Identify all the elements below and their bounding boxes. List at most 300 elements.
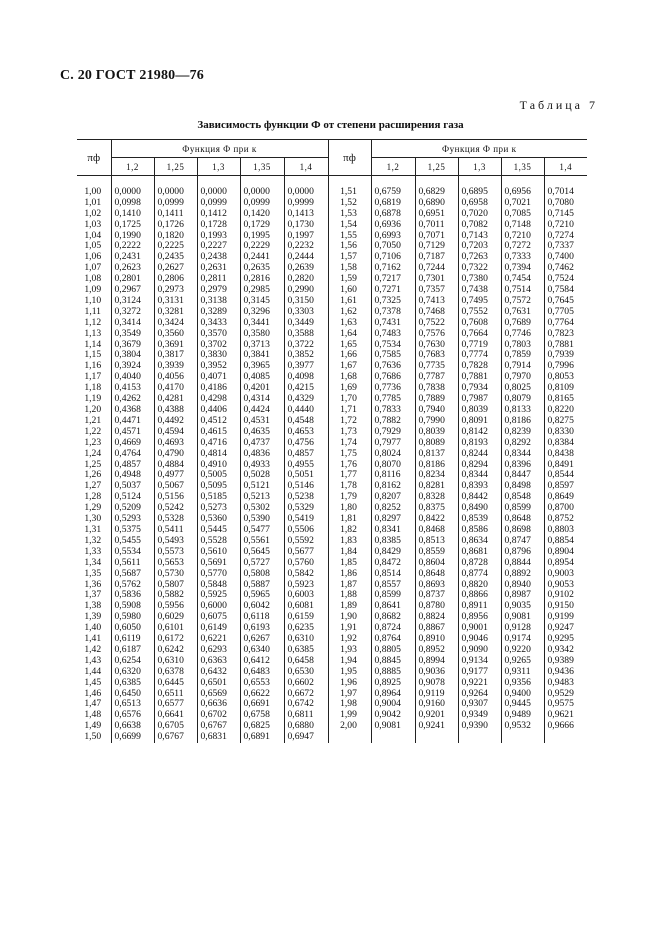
phi-cell: 0,1725	[111, 220, 154, 231]
phi-cell: 0,9004	[371, 699, 415, 710]
phi-cell: 0,5980	[111, 612, 154, 623]
phi-cell: 0,7014	[544, 187, 587, 198]
pi-cell: 1,68	[328, 372, 371, 383]
phi-cell: 0,8186	[501, 416, 544, 427]
phi-cell: 0,5375	[111, 525, 154, 536]
phi-cell: 0,5691	[197, 558, 240, 569]
phi-cell: 0,8682	[371, 612, 415, 623]
phi-cell: 0,9081	[371, 721, 415, 732]
phi-cell: 0,0000	[111, 187, 154, 198]
pi-cell: 1,20	[84, 404, 102, 416]
phi-cell: 0,6829	[415, 187, 458, 198]
phi-cell: 0,7746	[501, 329, 544, 340]
phi-cell: 0,6880	[284, 721, 328, 732]
phi-cell: 0,1420	[240, 209, 284, 220]
table-row	[77, 220, 587, 231]
phi-cell: 0,6569	[197, 689, 240, 700]
pi-cell: 1,86	[328, 569, 371, 580]
pi-cell: 1,62	[328, 307, 371, 318]
phi-cell: 0,5836	[111, 590, 154, 601]
pi-cell: 1,30	[84, 513, 102, 525]
pi-cell: 1,59	[328, 274, 371, 285]
phi-cell: 0,4440	[284, 405, 328, 416]
pi-cell: 1,73	[328, 427, 371, 438]
phi-cell: 0,6340	[240, 645, 284, 656]
phi-cell: 0,5028	[240, 470, 284, 481]
pi-cell: 1,55	[328, 231, 371, 242]
phi-cell: 0,7106	[371, 252, 415, 263]
pi-cell: 1,52	[328, 198, 371, 209]
phi-cell: 0,6638	[111, 721, 154, 732]
phi-cell: 0,3433	[197, 318, 240, 329]
pi-cell: 1,74	[328, 438, 371, 449]
phi-cell: 0,6149	[197, 623, 240, 634]
phi-cell: 0,4314	[240, 394, 284, 405]
phi-cell: 0,6947	[284, 732, 328, 743]
phi-cell: 0,3852	[284, 350, 328, 361]
pi-cell: 1,40	[84, 622, 102, 634]
phi-cell: 0,8820	[458, 580, 501, 591]
phi-cell: 0,7210	[501, 231, 544, 242]
phi-cell: 0,6890	[415, 198, 458, 209]
k-header: 1,25	[415, 158, 458, 176]
phi-cell: 0,2623	[111, 263, 154, 274]
phi-cell: 0,4910	[197, 460, 240, 471]
pi-cell: 1,72	[328, 416, 371, 427]
phi-cell: 0,7987	[458, 394, 501, 405]
phi-cell: 0,4262	[111, 394, 154, 405]
phi-cell: 0,8867	[415, 623, 458, 634]
phi-cell: 0,3924	[111, 361, 154, 372]
phi-cell: 0,5842	[284, 569, 328, 580]
phi-cell: 0,8344	[458, 470, 501, 481]
phi-cell: 0,7881	[544, 340, 587, 351]
phi-cell: 0,6042	[240, 601, 284, 612]
phi-cell: 0,3549	[111, 329, 154, 340]
phi-cell: 0,6956	[501, 187, 544, 198]
pi-cell: 1,51	[328, 187, 371, 198]
phi-cell: 0,6767	[154, 732, 197, 743]
phi-cell: 0,9090	[458, 645, 501, 656]
pi-cell: 1,66	[328, 350, 371, 361]
phi-cell: 0,1413	[284, 209, 328, 220]
phi-cell: 0,8844	[501, 558, 544, 569]
k-header: 1,2	[111, 158, 154, 176]
phi-cell: 0,7838	[415, 383, 458, 394]
phi-cell: 0,4836	[240, 449, 284, 460]
phi-cell: 0,2990	[284, 285, 328, 296]
phi-cell: 0,5965	[240, 590, 284, 601]
group-header-right: Функция Ф при к	[371, 140, 587, 158]
phi-cell: 0,2441	[240, 252, 284, 263]
group-header-left: Функция Ф при к	[111, 140, 328, 158]
phi-cell: 0,7735	[415, 361, 458, 372]
pi-cell: 1,80	[328, 503, 371, 514]
pi-cell: 1,37	[84, 589, 102, 601]
pi-cell: 1,07	[84, 262, 102, 274]
phi-cell: 0,1993	[197, 231, 240, 242]
table-title: Зависимость функции Ф от степени расширения газа	[197, 119, 464, 131]
phi-cell	[501, 732, 544, 743]
phi-cell: 0,4756	[284, 438, 328, 449]
phi-cell: 0,8681	[458, 547, 501, 558]
phi-cell: 0,5293	[111, 514, 154, 525]
phi-cell: 0,9078	[415, 678, 458, 689]
phi-cell: 0,6811	[284, 710, 328, 721]
phi-cell: 0,6742	[284, 699, 328, 710]
phi-cell: 0,3679	[111, 340, 154, 351]
phi-cell: 0,6310	[154, 656, 197, 667]
phi-cell: 0,8911	[458, 601, 501, 612]
phi-cell: 0,3272	[111, 307, 154, 318]
phi-cell: 0,7400	[544, 252, 587, 263]
phi-cell: 0,7977	[371, 438, 415, 449]
table-row	[77, 678, 587, 689]
pi-cell: 1,69	[328, 383, 371, 394]
phi-cell: 0,7970	[501, 372, 544, 383]
phi-cell: 0,8599	[371, 590, 415, 601]
pi-cell: 1,16	[84, 360, 102, 372]
phi-cell: 0,1990	[111, 231, 154, 242]
phi-cell: 0,8987	[501, 590, 544, 601]
pi-cell: 1,34	[84, 556, 102, 568]
phi-cell: 0,3722	[284, 340, 328, 351]
pi-cell: 1,04	[84, 229, 102, 241]
phi-cell: 0,7143	[458, 231, 501, 242]
phi-cell: 0,6242	[154, 645, 197, 656]
phi-cell: 0,4571	[111, 427, 154, 438]
phi-cell: 0,8892	[501, 569, 544, 580]
k-header: 1,2	[371, 158, 415, 176]
pi-cell: 1,32	[84, 534, 102, 546]
phi-cell: 0,8774	[458, 569, 501, 580]
phi-cell: 0,8885	[371, 667, 415, 678]
phi-cell: 0,8039	[458, 405, 501, 416]
phi-cell: 0,9036	[415, 667, 458, 678]
phi-cell: 0,6576	[111, 710, 154, 721]
phi-cell: 0,7162	[371, 263, 415, 274]
phi-cell: 0,7210	[544, 220, 587, 231]
phi-cell: 0,5493	[154, 536, 197, 547]
phi-cell: 0,4669	[111, 438, 154, 449]
phi-cell: 0,4948	[111, 470, 154, 481]
pi-cell: 1,94	[328, 656, 371, 667]
phi-cell: 0,6081	[284, 601, 328, 612]
phi-cell: 0,4884	[154, 460, 197, 471]
phi-cell: 0,6622	[240, 689, 284, 700]
phi-cell: 0,7686	[371, 372, 415, 383]
phi-cell: 0,5121	[240, 481, 284, 492]
phi-cell: 0,7468	[415, 307, 458, 318]
phi-cell: 0,8964	[371, 689, 415, 700]
phi-cell: 0,9053	[544, 580, 587, 591]
phi-cell: 0,8438	[544, 449, 587, 460]
phi-cell: 0,8641	[371, 601, 415, 612]
pi-cell: 1,99	[328, 710, 371, 721]
phi-cell: 0,4098	[284, 372, 328, 383]
phi-cell: 0,5005	[197, 470, 240, 481]
pi-cell: 1,63	[328, 318, 371, 329]
phi-cell: 0,8498	[501, 481, 544, 492]
phi-cell: 0,6767	[197, 721, 240, 732]
pi-cell: 1,97	[328, 689, 371, 700]
phi-cell: 0,8648	[501, 514, 544, 525]
phi-cell: 0,5573	[154, 547, 197, 558]
phi-cell: 0,5477	[240, 525, 284, 536]
table-label: Таблица 7	[519, 98, 598, 112]
phi-cell: 0,8648	[415, 569, 458, 580]
pi-cell: 1,67	[328, 361, 371, 372]
phi-cell: 0,7645	[544, 296, 587, 307]
table-row	[77, 569, 587, 580]
phi-cell: 0,8698	[501, 525, 544, 536]
phi-cell: 0,7438	[458, 285, 501, 296]
pi-cell: 1,77	[328, 470, 371, 481]
phi-cell: 0,5242	[154, 503, 197, 514]
phi-cell: 0,3977	[284, 361, 328, 372]
pi-cell: 1,96	[328, 678, 371, 689]
phi-cell: 0,7082	[458, 220, 501, 231]
phi-cell: 0,4764	[111, 449, 154, 460]
phi-cell: 0,9035	[501, 601, 544, 612]
phi-cell: 0,1997	[284, 231, 328, 242]
phi-cell: 0,7689	[501, 318, 544, 329]
phi-cell: 0,3570	[197, 329, 240, 340]
phi-cell: 0,7859	[501, 350, 544, 361]
phi-cell: 0,4594	[154, 427, 197, 438]
phi-cell: 0,3952	[197, 361, 240, 372]
phi-cell: 0,8297	[371, 514, 415, 525]
phi-cell: 0,8234	[415, 470, 458, 481]
phi-cell: 0,6412	[240, 656, 284, 667]
phi-cell: 0,4368	[111, 405, 154, 416]
phi-cell: 0,8597	[544, 481, 587, 492]
phi-cell: 0,3713	[240, 340, 284, 351]
pi-cell: 1,02	[84, 207, 102, 219]
phi-cell: 0,5506	[284, 525, 328, 536]
phi-cell: 0,8220	[544, 405, 587, 416]
phi-cell: 0,8559	[415, 547, 458, 558]
phi-cell: 0,7129	[415, 241, 458, 252]
phi-cell: 0,8137	[415, 449, 458, 460]
phi-cell: 0,5419	[284, 514, 328, 525]
phi-cell: 0,6993	[371, 231, 415, 242]
phi-cell: 0,8803	[544, 525, 587, 536]
phi-cell: 0,8109	[544, 383, 587, 394]
phi-cell: 0,9666	[544, 721, 587, 732]
phi-cell: 0,7664	[458, 329, 501, 340]
phi-cell: 0,4814	[197, 449, 240, 460]
pi-cell: 1,47	[84, 698, 102, 710]
phi-cell: 0,9247	[544, 623, 587, 634]
phi-cell: 0,2227	[197, 241, 240, 252]
phi-cell: 0,8649	[544, 492, 587, 503]
pi-cell: 1,75	[328, 449, 371, 460]
phi-cell: 0,8854	[544, 536, 587, 547]
phi-cell: 0,9264	[458, 689, 501, 700]
phi-cell: 0,8396	[501, 460, 544, 471]
phi-cell: 0,3580	[240, 329, 284, 340]
phi-cell: 0,6891	[240, 732, 284, 743]
phi-cell: 0,5727	[240, 558, 284, 569]
phi-cell: 0,3424	[154, 318, 197, 329]
phi-cell: 0,9389	[544, 656, 587, 667]
phi-cell: 0,8330	[544, 427, 587, 438]
pi-cell: 1,28	[84, 491, 102, 503]
phi-cell: 0,5882	[154, 590, 197, 601]
pi-cell: 1,87	[328, 580, 371, 591]
phi-cell: 0,8328	[415, 492, 458, 503]
phi-cell: 0,7823	[544, 329, 587, 340]
phi-cell: 0,8039	[415, 427, 458, 438]
phi-cell: 0,9174	[501, 634, 544, 645]
phi-cell: 0,8375	[415, 503, 458, 514]
phi-cell: 0,8275	[544, 416, 587, 427]
phi-cell: 0,4790	[154, 449, 197, 460]
phi-cell: 0,5687	[111, 569, 154, 580]
phi-cell: 0,6513	[111, 699, 154, 710]
phi-cell: 0,7996	[544, 361, 587, 372]
phi-cell: 0,8514	[371, 569, 415, 580]
phi-cell: 0,7148	[501, 220, 544, 231]
phi-cell: 0,5956	[154, 601, 197, 612]
phi-cell: 0,5925	[197, 590, 240, 601]
phi-cell: 0,2222	[111, 241, 154, 252]
phi-cell: 0,7719	[458, 340, 501, 351]
phi-cell: 0,5807	[154, 580, 197, 591]
phi-cell: 0,3939	[154, 361, 197, 372]
phi-cell: 0,3702	[197, 340, 240, 351]
phi-cell: 0,7462	[544, 263, 587, 274]
phi-cell: 0,8422	[415, 514, 458, 525]
phi-cell: 0,4388	[154, 405, 197, 416]
phi-cell: 0,8805	[371, 645, 415, 656]
phi-cell: 0,3830	[197, 350, 240, 361]
phi-cell: 0,8472	[371, 558, 415, 569]
phi-cell: 0,6363	[197, 656, 240, 667]
pi-cell: 1,05	[84, 240, 102, 252]
phi-cell: 0,8737	[415, 590, 458, 601]
phi-cell: 0,7774	[458, 350, 501, 361]
phi-cell: 0,8025	[501, 383, 544, 394]
phi-cell: 0,8599	[501, 503, 544, 514]
phi-cell: 0,2631	[197, 263, 240, 274]
phi-cell: 0,7483	[371, 329, 415, 340]
phi-cell: 0,4955	[284, 460, 328, 471]
pi-cell: 1,98	[328, 699, 371, 710]
phi-cell: 0,8634	[458, 536, 501, 547]
phi-cell: 0,7333	[501, 252, 544, 263]
pi-cell: 1,27	[84, 480, 102, 492]
phi-cell: 0,9046	[458, 634, 501, 645]
phi-cell: 0,5156	[154, 492, 197, 503]
phi-cell: 0,8952	[415, 645, 458, 656]
phi-cell: 0,3124	[111, 296, 154, 307]
phi-cell: 0,7534	[371, 340, 415, 351]
phi-cell: 0,9042	[371, 710, 415, 721]
phi-cell: 0,8089	[415, 438, 458, 449]
pi-cell: 1,90	[328, 612, 371, 623]
pi-cell: 1,21	[84, 414, 102, 426]
table-row	[77, 329, 587, 340]
phi-cell: 0,4040	[111, 372, 154, 383]
pi-cell: 1,92	[328, 634, 371, 645]
phi-cell: 0,8724	[371, 623, 415, 634]
phi-cell: 0,6895	[458, 187, 501, 198]
phi-cell: 0,6029	[154, 612, 197, 623]
phi-cell: 0,5455	[111, 536, 154, 547]
phi-cell: 0,5908	[111, 601, 154, 612]
phi-cell: 0,7244	[415, 263, 458, 274]
phi-cell: 0,9349	[458, 710, 501, 721]
phi-cell: 0,0000	[284, 187, 328, 198]
phi-cell: 0,8079	[501, 394, 544, 405]
phi-cell: 0,8070	[371, 460, 415, 471]
phi-cell: 0,8491	[544, 460, 587, 471]
phi-cell: 0,5561	[240, 536, 284, 547]
pi-cell: 1,54	[328, 220, 371, 231]
pi-cell: 1,15	[84, 349, 102, 361]
phi-cell: 0,1411	[154, 209, 197, 220]
phi-cell: 0,5037	[111, 481, 154, 492]
phi-cell: 0,8604	[415, 558, 458, 569]
phi-cell: 0,6450	[111, 689, 154, 700]
phi-cell: 0,5067	[154, 481, 197, 492]
phi-cell: 0,7683	[415, 350, 458, 361]
pi-cell: 1,45	[84, 676, 102, 688]
phi-cell: 0,8954	[544, 558, 587, 569]
phi-cell: 0,7020	[458, 209, 501, 220]
phi-cell: 0,5653	[154, 558, 197, 569]
pi-cell: 1,33	[84, 545, 102, 557]
phi-cell: 0,1995	[240, 231, 284, 242]
phi-cell: 0,9356	[501, 678, 544, 689]
phi-cell: 0,9483	[544, 678, 587, 689]
phi-cell: 0,6075	[197, 612, 240, 623]
phi-cell: 0,6293	[197, 645, 240, 656]
table-row	[77, 732, 587, 743]
phi-cell: 0,5770	[197, 569, 240, 580]
phi-cell: 0,7357	[415, 285, 458, 296]
phi-cell: 0,1729	[240, 220, 284, 231]
phi-cell: 0,6702	[197, 710, 240, 721]
table-row	[77, 209, 587, 220]
phi-cell: 0,4693	[154, 438, 197, 449]
phi-cell: 0,7050	[371, 241, 415, 252]
phi-cell: 0,2801	[111, 274, 154, 285]
phi-cell: 0,6000	[197, 601, 240, 612]
phi-cell: 0,6310	[284, 634, 328, 645]
pi-cell: 1,48	[84, 709, 102, 721]
phi-cell: 0,3560	[154, 329, 197, 340]
phi-cell: 0,4153	[111, 383, 154, 394]
k-header: 1,4	[544, 158, 587, 176]
phi-cell: 0,5887	[240, 580, 284, 591]
phi-cell: 0,7522	[415, 318, 458, 329]
pi-cell	[328, 732, 371, 743]
pi-cell: 1,83	[328, 536, 371, 547]
phi-cell: 0,6187	[111, 645, 154, 656]
phi-cell: 0,9307	[458, 699, 501, 710]
phi-cell: 0,8252	[371, 503, 415, 514]
pi-cell: 1,95	[328, 667, 371, 678]
phi-cell: 0,9201	[415, 710, 458, 721]
phi-cell: 0,3588	[284, 329, 328, 340]
phi-cell: 0,6385	[111, 678, 154, 689]
phi-cell: 0,5051	[284, 470, 328, 481]
phi-cell: 0,0000	[154, 187, 197, 198]
phi-cell: 0,3691	[154, 340, 197, 351]
